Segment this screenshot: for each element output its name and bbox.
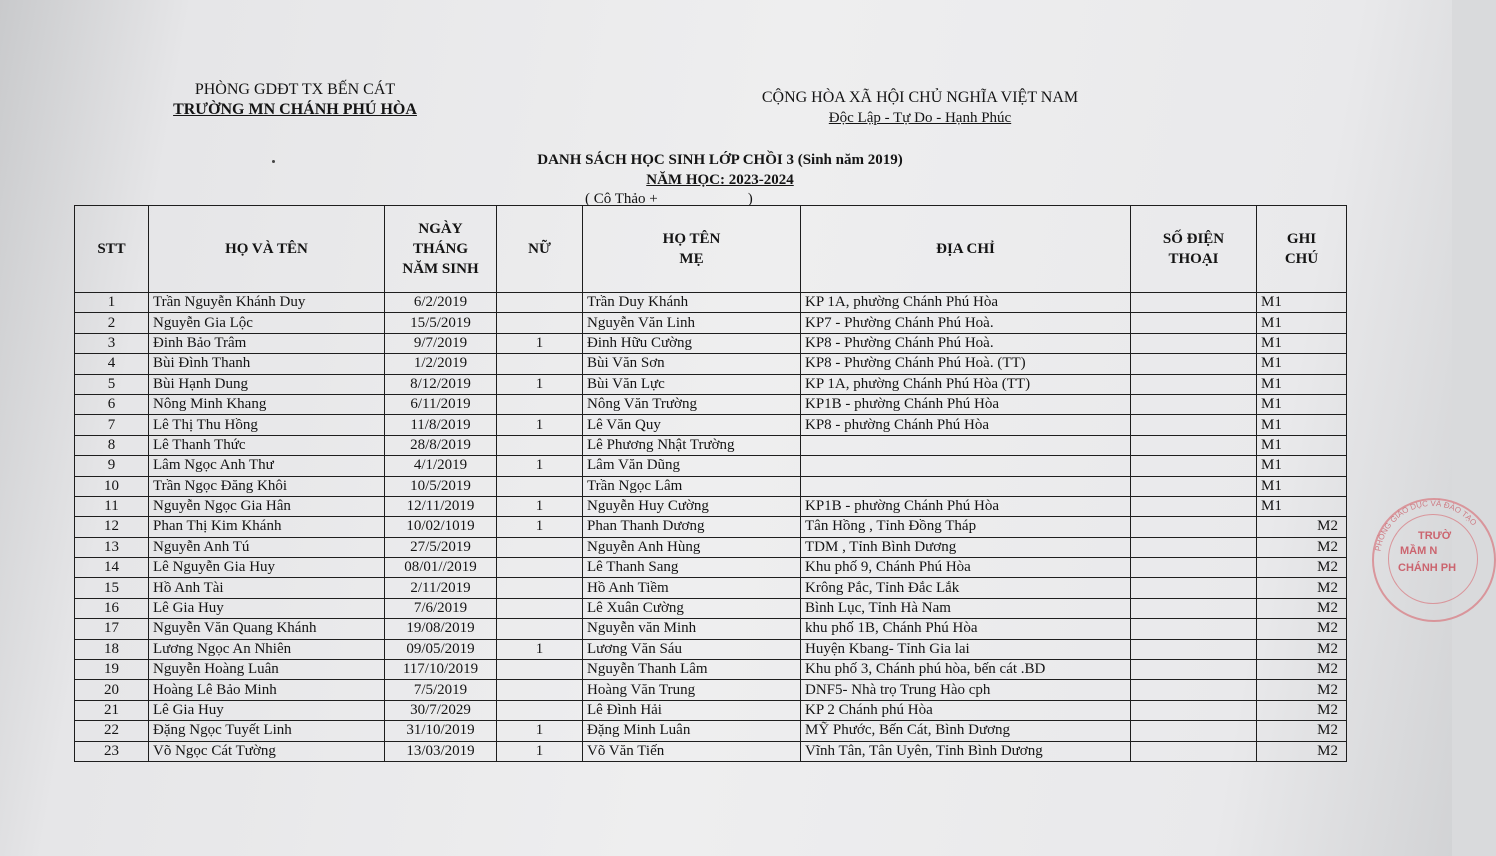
- school-seal: [1372, 498, 1496, 622]
- cell-phone: [1131, 680, 1257, 700]
- cell-phone: [1131, 354, 1257, 374]
- cell-female: [497, 598, 583, 618]
- cell-mother: Lê Đình Hải: [583, 700, 801, 720]
- cell-mother: Nguyễn văn Minh: [583, 619, 801, 639]
- cell-mother: Phan Thanh Dương: [583, 517, 801, 537]
- table-row: [75, 476, 1347, 496]
- cell-name: Lê Gia Huy: [149, 700, 385, 720]
- cell-female: 1: [497, 517, 583, 537]
- teacher-open: ( Cô Thảo +: [585, 191, 658, 207]
- document-title: [400, 150, 1040, 190]
- cell-name: Lê Gia Huy: [149, 598, 385, 618]
- cell-name: Đinh Bảo Trâm: [149, 333, 385, 353]
- table-row: [75, 293, 1347, 313]
- col-header-note: GHI CHÚ: [1257, 206, 1347, 293]
- cell-stt: 14: [75, 558, 149, 578]
- cell-stt: 13: [75, 537, 149, 557]
- cell-address: MỸ Phước, Bến Cát, Bình Dương: [801, 721, 1131, 741]
- cell-note: M1: [1257, 496, 1347, 516]
- cell-mother: Trần Ngọc Lâm: [583, 476, 801, 496]
- seal-line-2: MẦM N: [1400, 545, 1438, 557]
- cell-address: Vĩnh Tân, Tân Uyên, Tỉnh Bình Dương: [801, 741, 1131, 761]
- cell-name: Nông Minh Khang: [149, 394, 385, 414]
- cell-female: 1: [497, 639, 583, 659]
- cell-name: Đặng Ngọc Tuyết Linh: [149, 721, 385, 741]
- cell-stt: 19: [75, 660, 149, 680]
- cell-female: 1: [497, 415, 583, 435]
- cell-address: [801, 476, 1131, 496]
- table-row: [75, 558, 1347, 578]
- cell-phone: [1131, 721, 1257, 741]
- cell-female: [497, 680, 583, 700]
- cell-note: M2: [1257, 517, 1347, 537]
- table-row: [75, 721, 1347, 741]
- cell-address: KP1B - phường Chánh Phú Hòa: [801, 394, 1131, 414]
- cell-address: KP1B - phường Chánh Phú Hòa: [801, 496, 1131, 516]
- cell-dob: 1/2/2019: [385, 354, 497, 374]
- cell-note: M2: [1257, 741, 1347, 761]
- cell-stt: 15: [75, 578, 149, 598]
- cell-dob: 4/1/2019: [385, 456, 497, 476]
- cell-stt: 11: [75, 496, 149, 516]
- cell-address: [801, 435, 1131, 455]
- col-header-address: ĐỊA CHỈ: [801, 206, 1131, 293]
- cell-female: [497, 476, 583, 496]
- cell-name: Trần Nguyễn Khánh Duy: [149, 293, 385, 313]
- cell-name: Lê Nguyễn Gia Huy: [149, 558, 385, 578]
- speck: [272, 160, 275, 163]
- cell-phone: [1131, 700, 1257, 720]
- cell-female: 1: [497, 496, 583, 516]
- col-header-phone: SỐ ĐIỆN THOẠI: [1131, 206, 1257, 293]
- table-row: [75, 374, 1347, 394]
- cell-dob: 31/10/2019: [385, 721, 497, 741]
- cell-address: Khu phố 3, Chánh phú hòa, bến cát .BD: [801, 660, 1131, 680]
- cell-dob: 7/6/2019: [385, 598, 497, 618]
- cell-name: Nguyễn Hoàng Luân: [149, 660, 385, 680]
- cell-mother: Nguyễn Huy Cường: [583, 496, 801, 516]
- cell-phone: [1131, 456, 1257, 476]
- cell-dob: 12/11/2019: [385, 496, 497, 516]
- cell-mother: Bùi Văn Sơn: [583, 354, 801, 374]
- cell-mother: Hoàng Văn Trung: [583, 680, 801, 700]
- cell-address: Bình Lục, Tỉnh Hà Nam: [801, 598, 1131, 618]
- cell-mother: Nguyễn Văn Linh: [583, 313, 801, 333]
- cell-phone: [1131, 517, 1257, 537]
- cell-dob: 6/11/2019: [385, 394, 497, 414]
- col-header-dob: NGÀY THÁNG NĂM SINH: [385, 206, 497, 293]
- cell-note: M1: [1257, 293, 1347, 313]
- cell-name: Nguyễn Văn Quang Khánh: [149, 619, 385, 639]
- cell-female: [497, 313, 583, 333]
- seal-line-1: TRƯỜ: [1418, 530, 1452, 542]
- cell-address: Tân Hồng , Tỉnh Đồng Tháp: [801, 517, 1131, 537]
- cell-phone: [1131, 639, 1257, 659]
- cell-female: 1: [497, 741, 583, 761]
- table-row: [75, 660, 1347, 680]
- cell-address: Khu phố 9, Chánh Phú Hòa: [801, 558, 1131, 578]
- cell-dob: 2/11/2019: [385, 578, 497, 598]
- col-header-stt: STT: [75, 206, 149, 293]
- cell-name: Nguyễn Ngọc Gia Hân: [149, 496, 385, 516]
- cell-stt: 18: [75, 639, 149, 659]
- table-row: [75, 537, 1347, 557]
- cell-dob: 28/8/2019: [385, 435, 497, 455]
- cell-female: 1: [497, 456, 583, 476]
- seal-line-3: CHÁNH PH: [1398, 562, 1457, 574]
- cell-phone: [1131, 578, 1257, 598]
- cell-address: KP 1A, phường Chánh Phú Hòa (TT): [801, 374, 1131, 394]
- cell-stt: 23: [75, 741, 149, 761]
- cell-address: KP 1A, phường Chánh Phú Hòa: [801, 293, 1131, 313]
- cell-phone: [1131, 374, 1257, 394]
- cell-note: M2: [1257, 537, 1347, 557]
- teacher-close: ): [747, 191, 753, 207]
- cell-address: KP7 - Phường Chánh Phú Hoà.: [801, 313, 1131, 333]
- cell-mother: Trần Duy Khánh: [583, 293, 801, 313]
- cell-mother: Lê Văn Quy: [583, 415, 801, 435]
- cell-mother: Hồ Anh Tiềm: [583, 578, 801, 598]
- cell-female: 1: [497, 374, 583, 394]
- cell-female: 1: [497, 721, 583, 741]
- cell-stt: 22: [75, 721, 149, 741]
- cell-mother: Lương Văn Sáu: [583, 639, 801, 659]
- table-row: [75, 700, 1347, 720]
- cell-phone: [1131, 293, 1257, 313]
- seal-ring-text: [1372, 498, 1492, 618]
- cell-dob: 8/12/2019: [385, 374, 497, 394]
- cell-stt: 2: [75, 313, 149, 333]
- cell-mother: Đặng Minh Luân: [583, 721, 801, 741]
- cell-name: Phan Thị Kim Khánh: [149, 517, 385, 537]
- table-row: [75, 517, 1347, 537]
- table-row: [75, 619, 1347, 639]
- cell-address: KP8 - Phường Chánh Phú Hoà. (TT): [801, 354, 1131, 374]
- cell-note: M2: [1257, 558, 1347, 578]
- col-header-name: HỌ VÀ TÊN: [149, 206, 385, 293]
- cell-mother: Lâm Văn Dũng: [583, 456, 801, 476]
- cell-dob: 13/03/2019: [385, 741, 497, 761]
- cell-mother: Đinh Hữu Cường: [583, 333, 801, 353]
- table-row: [75, 741, 1347, 761]
- school-year: NĂM HỌC: 2023-2024: [646, 172, 794, 188]
- cell-phone: [1131, 558, 1257, 578]
- cell-phone: [1131, 435, 1257, 455]
- cell-stt: 8: [75, 435, 149, 455]
- cell-female: [497, 537, 583, 557]
- cell-mother: Nguyễn Anh Hùng: [583, 537, 801, 557]
- cell-address: KP8 - Phường Chánh Phú Hoà.: [801, 333, 1131, 353]
- table-row: [75, 333, 1347, 353]
- cell-phone: [1131, 741, 1257, 761]
- cell-phone: [1131, 333, 1257, 353]
- header-left: [130, 80, 460, 120]
- cell-stt: 4: [75, 354, 149, 374]
- cell-name: Hoàng Lê Bảo Minh: [149, 680, 385, 700]
- cell-note: M2: [1257, 680, 1347, 700]
- cell-mother: Võ Văn Tiến: [583, 741, 801, 761]
- cell-female: [497, 700, 583, 720]
- cell-dob: 7/5/2019: [385, 680, 497, 700]
- cell-female: [497, 435, 583, 455]
- cell-note: M1: [1257, 313, 1347, 333]
- student-table: [74, 205, 1347, 762]
- cell-dob: 09/05/2019: [385, 639, 497, 659]
- cell-name: Hồ Anh Tài: [149, 578, 385, 598]
- cell-mother: Nguyễn Thanh Lâm: [583, 660, 801, 680]
- cell-note: M1: [1257, 374, 1347, 394]
- cell-note: M1: [1257, 394, 1347, 414]
- cell-stt: 5: [75, 374, 149, 394]
- cell-note: M2: [1257, 598, 1347, 618]
- cell-stt: 9: [75, 456, 149, 476]
- cell-name: Nguyễn Gia Lộc: [149, 313, 385, 333]
- cell-phone: [1131, 619, 1257, 639]
- cell-female: [497, 578, 583, 598]
- cell-female: 1: [497, 333, 583, 353]
- cell-dob: 6/2/2019: [385, 293, 497, 313]
- table-row: [75, 680, 1347, 700]
- svg-text:PHÒNG GIÁO DỤC VÀ ĐÀO TẠO: PHÒNG GIÁO DỤC VÀ ĐÀO TẠO: [1373, 498, 1479, 552]
- office-name: PHÒNG GDĐT TX BẾN CÁT: [194, 81, 396, 98]
- cell-address: KP 2 Chánh phú Hòa: [801, 700, 1131, 720]
- cell-dob: 27/5/2019: [385, 537, 497, 557]
- cell-note: M1: [1257, 435, 1347, 455]
- cell-phone: [1131, 660, 1257, 680]
- cell-name: Nguyễn Anh Tú: [149, 537, 385, 557]
- cell-phone: [1131, 313, 1257, 333]
- cell-dob: 10/5/2019: [385, 476, 497, 496]
- list-title: DANH SÁCH HỌC SINH LỚP CHỒI 3 (Sinh năm 2019): [537, 152, 903, 168]
- cell-stt: 21: [75, 700, 149, 720]
- cell-stt: 3: [75, 333, 149, 353]
- cell-dob: 9/7/2019: [385, 333, 497, 353]
- cell-name: Lê Thanh Thức: [149, 435, 385, 455]
- cell-mother: Bùi Văn Lực: [583, 374, 801, 394]
- cell-note: M2: [1257, 660, 1347, 680]
- cell-note: M2: [1257, 619, 1347, 639]
- table-row: [75, 598, 1347, 618]
- cell-name: Trần Ngọc Đăng Khôi: [149, 476, 385, 496]
- cell-female: [497, 394, 583, 414]
- table-row: [75, 456, 1347, 476]
- cell-stt: 6: [75, 394, 149, 414]
- school-name: TRƯỜNG MN CHÁNH PHÚ HÒA: [173, 101, 417, 118]
- cell-mother: Lê Thanh Sang: [583, 558, 801, 578]
- cell-stt: 7: [75, 415, 149, 435]
- cell-note: M1: [1257, 354, 1347, 374]
- cell-female: [497, 619, 583, 639]
- cell-note: M1: [1257, 415, 1347, 435]
- cell-female: [497, 660, 583, 680]
- cell-dob: 08/01//2019: [385, 558, 497, 578]
- cell-note: M2: [1257, 700, 1347, 720]
- cell-address: [801, 456, 1131, 476]
- cell-stt: 1: [75, 293, 149, 313]
- table-row: [75, 496, 1347, 516]
- cell-stt: 20: [75, 680, 149, 700]
- cell-address: Krông Pắc, Tỉnh Đắc Lắk: [801, 578, 1131, 598]
- cell-female: [497, 354, 583, 374]
- table-header-row: [75, 206, 1347, 293]
- cell-stt: 17: [75, 619, 149, 639]
- cell-name: Bùi Hạnh Dung: [149, 374, 385, 394]
- country-name: CỘNG HÒA XÃ HỘI CHỦ NGHĨA VIỆT NAM: [761, 89, 1079, 106]
- cell-note: M2: [1257, 639, 1347, 659]
- cell-note: M2: [1257, 721, 1347, 741]
- cell-dob: 10/02/1019: [385, 517, 497, 537]
- cell-stt: 12: [75, 517, 149, 537]
- cell-name: Lương Ngọc An Nhiên: [149, 639, 385, 659]
- cell-name: Lê Thị Thu Hồng: [149, 415, 385, 435]
- cell-name: Võ Ngọc Cát Tường: [149, 741, 385, 761]
- cell-phone: [1131, 415, 1257, 435]
- cell-note: M1: [1257, 333, 1347, 353]
- cell-stt: 16: [75, 598, 149, 618]
- table-row: [75, 415, 1347, 435]
- cell-female: [497, 558, 583, 578]
- cell-dob: 30/7/2029: [385, 700, 497, 720]
- table-body: [75, 293, 1347, 762]
- table-row: [75, 435, 1347, 455]
- cell-note: M2: [1257, 578, 1347, 598]
- cell-address: Huyện Kbang- Tỉnh Gia lai: [801, 639, 1131, 659]
- header-right: [700, 88, 1140, 128]
- cell-note: M1: [1257, 476, 1347, 496]
- cell-note: M1: [1257, 456, 1347, 476]
- cell-phone: [1131, 537, 1257, 557]
- cell-phone: [1131, 476, 1257, 496]
- table-row: [75, 578, 1347, 598]
- cell-address: khu phố 1B, Chánh Phú Hòa: [801, 619, 1131, 639]
- col-header-female: NỮ: [497, 206, 583, 293]
- cell-mother: Lê Xuân Cường: [583, 598, 801, 618]
- table-row: [75, 313, 1347, 333]
- cell-phone: [1131, 394, 1257, 414]
- table-row: [75, 354, 1347, 374]
- col-header-mother: HỌ TÊN MẸ: [583, 206, 801, 293]
- table-row: [75, 394, 1347, 414]
- cell-dob: 117/10/2019: [385, 660, 497, 680]
- cell-mother: Nông Văn Trường: [583, 394, 801, 414]
- table-row: [75, 639, 1347, 659]
- cell-phone: [1131, 496, 1257, 516]
- cell-dob: 15/5/2019: [385, 313, 497, 333]
- cell-name: Lâm Ngọc Anh Thư: [149, 456, 385, 476]
- cell-address: KP8 - phường Chánh Phú Hòa: [801, 415, 1131, 435]
- cell-stt: 10: [75, 476, 149, 496]
- cell-address: TDM , Tỉnh Bình Dương: [801, 537, 1131, 557]
- cell-female: [497, 293, 583, 313]
- cell-phone: [1131, 598, 1257, 618]
- cell-dob: 11/8/2019: [385, 415, 497, 435]
- cell-mother: Lê Phương Nhật Trường: [583, 435, 801, 455]
- cell-address: DNF5- Nhà trọ Trung Hào cph: [801, 680, 1131, 700]
- national-motto: Độc Lập - Tự Do - Hạnh Phúc: [828, 110, 1012, 126]
- cell-dob: 19/08/2019: [385, 619, 497, 639]
- cell-name: Bùi Đình Thanh: [149, 354, 385, 374]
